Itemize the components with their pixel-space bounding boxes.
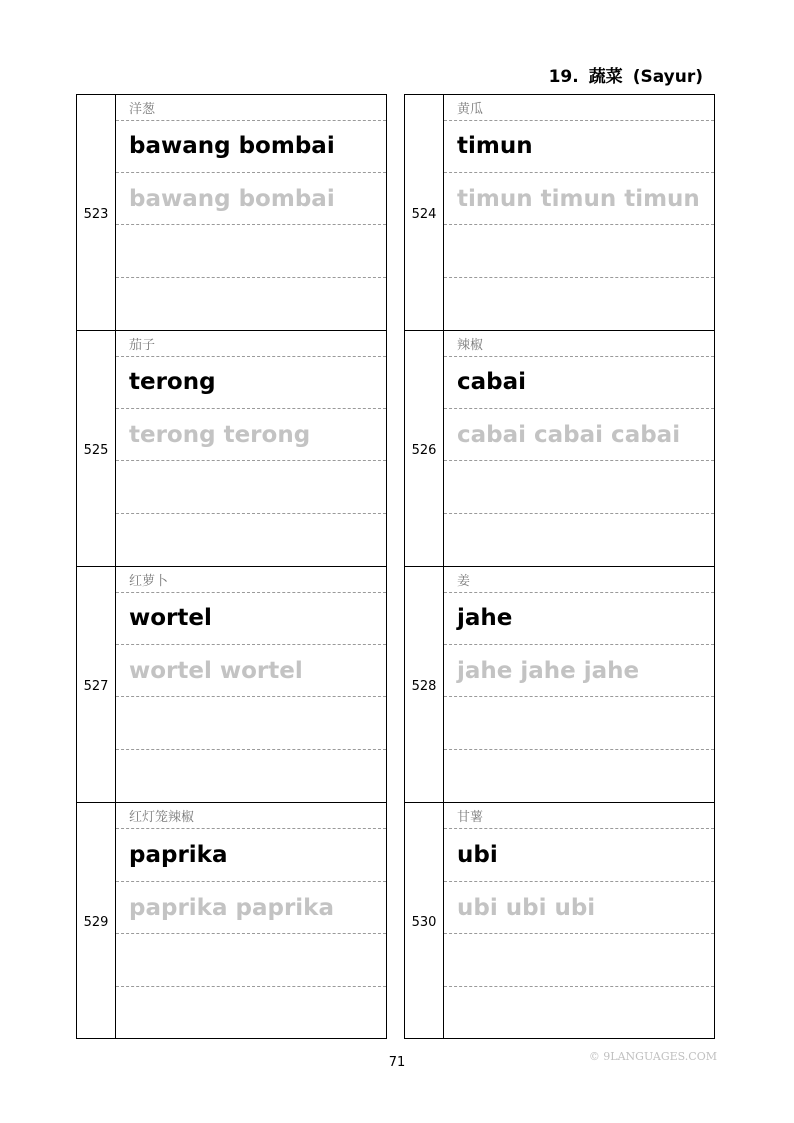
vocab-card-528	[404, 566, 715, 802]
vocab-card-527	[76, 566, 387, 802]
blank-writing-line[interactable]	[116, 461, 386, 513]
trace-text: cabai cabai cabai	[444, 409, 714, 461]
chinese-meaning: 洋葱	[116, 95, 386, 121]
chinese-meaning: 甘薯	[444, 803, 714, 829]
blank-writing-line[interactable]	[116, 697, 386, 749]
chinese-meaning: 辣椒	[444, 331, 714, 357]
section-title-english: (Sayur)	[632, 67, 703, 87]
chinese-meaning: 红萝卜	[116, 567, 386, 593]
blank-writing-line[interactable]	[444, 278, 714, 330]
writing-lines	[116, 331, 386, 566]
entry-number: 524	[405, 95, 444, 330]
blank-writing-line[interactable]	[444, 987, 714, 1038]
writing-lines	[444, 95, 714, 330]
copyright-notice: © 9LANGUAGES.COM	[588, 1050, 717, 1063]
writing-lines	[116, 95, 386, 330]
entry-number: 530	[405, 803, 444, 1038]
page-title	[549, 62, 703, 87]
blank-writing-line[interactable]	[116, 225, 386, 277]
trace-text: bawang bombai	[116, 173, 386, 225]
right-column	[404, 94, 715, 1039]
chinese-meaning: 姜	[444, 567, 714, 593]
vocab-word: timun	[444, 121, 714, 173]
vocab-card-524	[404, 94, 715, 330]
trace-text: jahe jahe jahe	[444, 645, 714, 697]
vocab-word: jahe	[444, 593, 714, 645]
trace-text: ubi ubi ubi	[444, 882, 714, 935]
chinese-meaning: 茄子	[116, 331, 386, 357]
trace-text: terong terong	[116, 409, 386, 461]
blank-writing-line[interactable]	[116, 514, 386, 566]
vocab-card-525	[76, 330, 387, 566]
vocab-word: wortel	[116, 593, 386, 645]
blank-writing-line[interactable]	[116, 278, 386, 330]
trace-text: wortel wortel	[116, 645, 386, 697]
left-column	[76, 94, 387, 1039]
vocab-word: ubi	[444, 829, 714, 882]
blank-writing-line[interactable]	[444, 697, 714, 749]
blank-writing-line[interactable]	[116, 934, 386, 987]
entry-number: 529	[77, 803, 116, 1038]
vocab-word: bawang bombai	[116, 121, 386, 173]
writing-lines	[444, 331, 714, 566]
entry-number: 526	[405, 331, 444, 566]
entry-number: 523	[77, 95, 116, 330]
blank-writing-line[interactable]	[444, 514, 714, 566]
vocab-word: cabai	[444, 357, 714, 409]
writing-lines	[116, 567, 386, 802]
entry-number: 525	[77, 331, 116, 566]
blank-writing-line[interactable]	[116, 750, 386, 802]
vocab-card-529	[76, 802, 387, 1039]
vocab-card-530	[404, 802, 715, 1039]
entry-number: 528	[405, 567, 444, 802]
vocab-card-523	[76, 94, 387, 330]
page-number: 71	[388, 1055, 406, 1070]
blank-writing-line[interactable]	[444, 934, 714, 987]
section-title-chinese: 蔬菜	[588, 67, 623, 87]
blank-writing-line[interactable]	[444, 225, 714, 277]
writing-lines	[444, 567, 714, 802]
vocab-card-526	[404, 330, 715, 566]
blank-writing-line[interactable]	[444, 750, 714, 802]
vocab-word: paprika	[116, 829, 386, 882]
entry-number: 527	[77, 567, 116, 802]
section-number: 19.	[548, 67, 579, 87]
blank-writing-line[interactable]	[116, 987, 386, 1038]
chinese-meaning: 红灯笼辣椒	[116, 803, 386, 829]
chinese-meaning: 黄瓜	[444, 95, 714, 121]
writing-lines	[444, 803, 714, 1038]
vocab-word: terong	[116, 357, 386, 409]
trace-text: timun timun timun	[444, 173, 714, 225]
trace-text: paprika paprika	[116, 882, 386, 935]
writing-lines	[116, 803, 386, 1038]
blank-writing-line[interactable]	[444, 461, 714, 513]
